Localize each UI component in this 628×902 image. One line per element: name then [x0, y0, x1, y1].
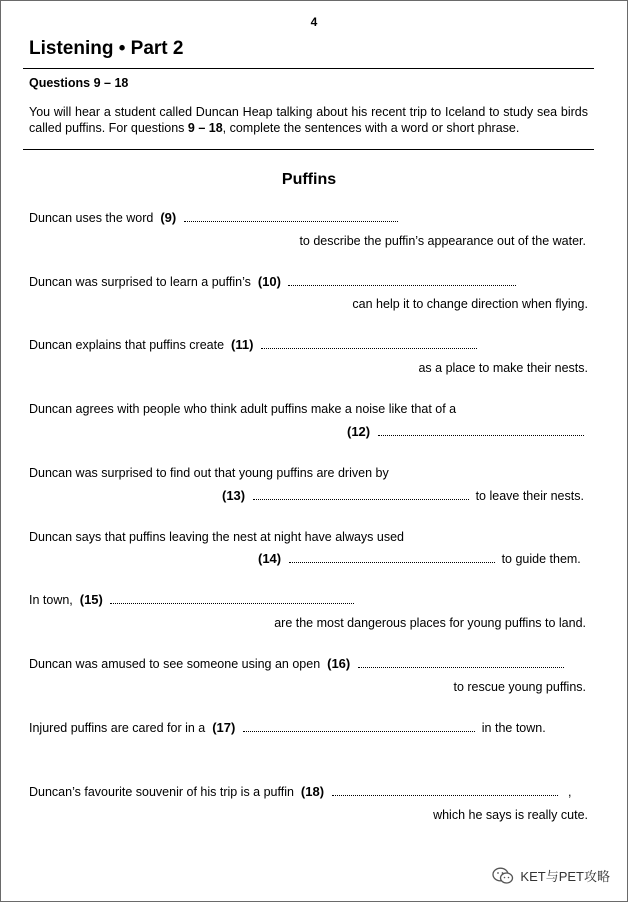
- answer-blank-17[interactable]: [243, 720, 475, 732]
- watermark: [492, 866, 610, 885]
- question-number: (14): [258, 551, 282, 566]
- answer-blank-18[interactable]: [332, 784, 558, 796]
- page-number: 4: [310, 15, 318, 29]
- question-number: (16): [327, 656, 351, 671]
- question-9-line2: to describe the puffin’s appearance out of the water.: [299, 234, 586, 248]
- question-14-line1: Duncan says that puffins leaving the nest at night have always used: [29, 530, 405, 544]
- question-15-line1: In town, (15): [29, 592, 354, 608]
- question-14-line2: (14) to guide them.: [258, 551, 581, 566]
- question-15-line2: are the most dangerous places for young puffins to land.: [274, 616, 586, 630]
- instructions: You will hear a student called Duncan Heap talking about his recent trip to Iceland to study sea birds called puffins. For questions 9 – 18, complete the sentences with a word or short phrase.: [29, 105, 588, 135]
- subtitle: Puffins: [281, 171, 337, 188]
- divider-bottom: [23, 149, 594, 150]
- question-number: (17): [212, 720, 236, 735]
- answer-blank-11[interactable]: [261, 337, 477, 349]
- answer-blank-14[interactable]: [289, 551, 495, 563]
- question-17-line1: Injured puffins are cared for in a (17) in the town.: [29, 720, 546, 735]
- answer-blank-12[interactable]: [378, 424, 584, 436]
- answer-blank-15[interactable]: [110, 592, 354, 604]
- question-13-line2: (13) to leave their nests.: [222, 488, 584, 503]
- question-number: (10): [257, 274, 281, 289]
- question-10-line1: Duncan was surprised to learn a puffin’s (10): [29, 274, 516, 290]
- answer-blank-10[interactable]: [288, 274, 516, 286]
- question-number: (13): [222, 488, 246, 503]
- question-13-line1: Duncan was surprised to find out that young puffins are driven by: [29, 466, 389, 480]
- question-10-line2: can help it to change direction when flying.: [352, 297, 588, 311]
- divider-top: [23, 68, 594, 69]
- question-number: (18): [300, 784, 325, 799]
- question-number: (9): [160, 210, 177, 225]
- question-number: (11): [231, 337, 254, 352]
- question-18-line1: Duncan’s favourite souvenir of his trip is a puffin (18) ,: [29, 784, 572, 799]
- answer-blank-16[interactable]: [358, 656, 564, 668]
- question-11-line1: Duncan explains that puffins create (11): [29, 337, 477, 353]
- answer-blank-13[interactable]: [253, 488, 469, 500]
- wechat-icon: [492, 867, 514, 885]
- question-12-line1: Duncan agrees with people who think adult puffins make a noise like that of a: [29, 402, 457, 416]
- question-12-line2: [347, 424, 584, 440]
- answer-blank-9[interactable]: [184, 210, 398, 222]
- question-16-line2: to rescue young puffins.: [453, 680, 586, 694]
- question-9-line1: Duncan uses the word (9): [29, 210, 398, 226]
- section-title: Listening • Part 2: [29, 38, 184, 59]
- question-18-line2: which he says is really cute.: [433, 808, 588, 822]
- question-number: (12): [347, 424, 371, 439]
- questions-heading: Questions 9 – 18: [29, 76, 129, 90]
- question-16-line1: Duncan was amused to see someone using an open (16): [29, 656, 564, 672]
- question-11-line2: as a place to make their nests.: [418, 361, 588, 375]
- question-number: (15): [79, 592, 103, 607]
- watermark-text: KET与PET攻略: [520, 869, 610, 884]
